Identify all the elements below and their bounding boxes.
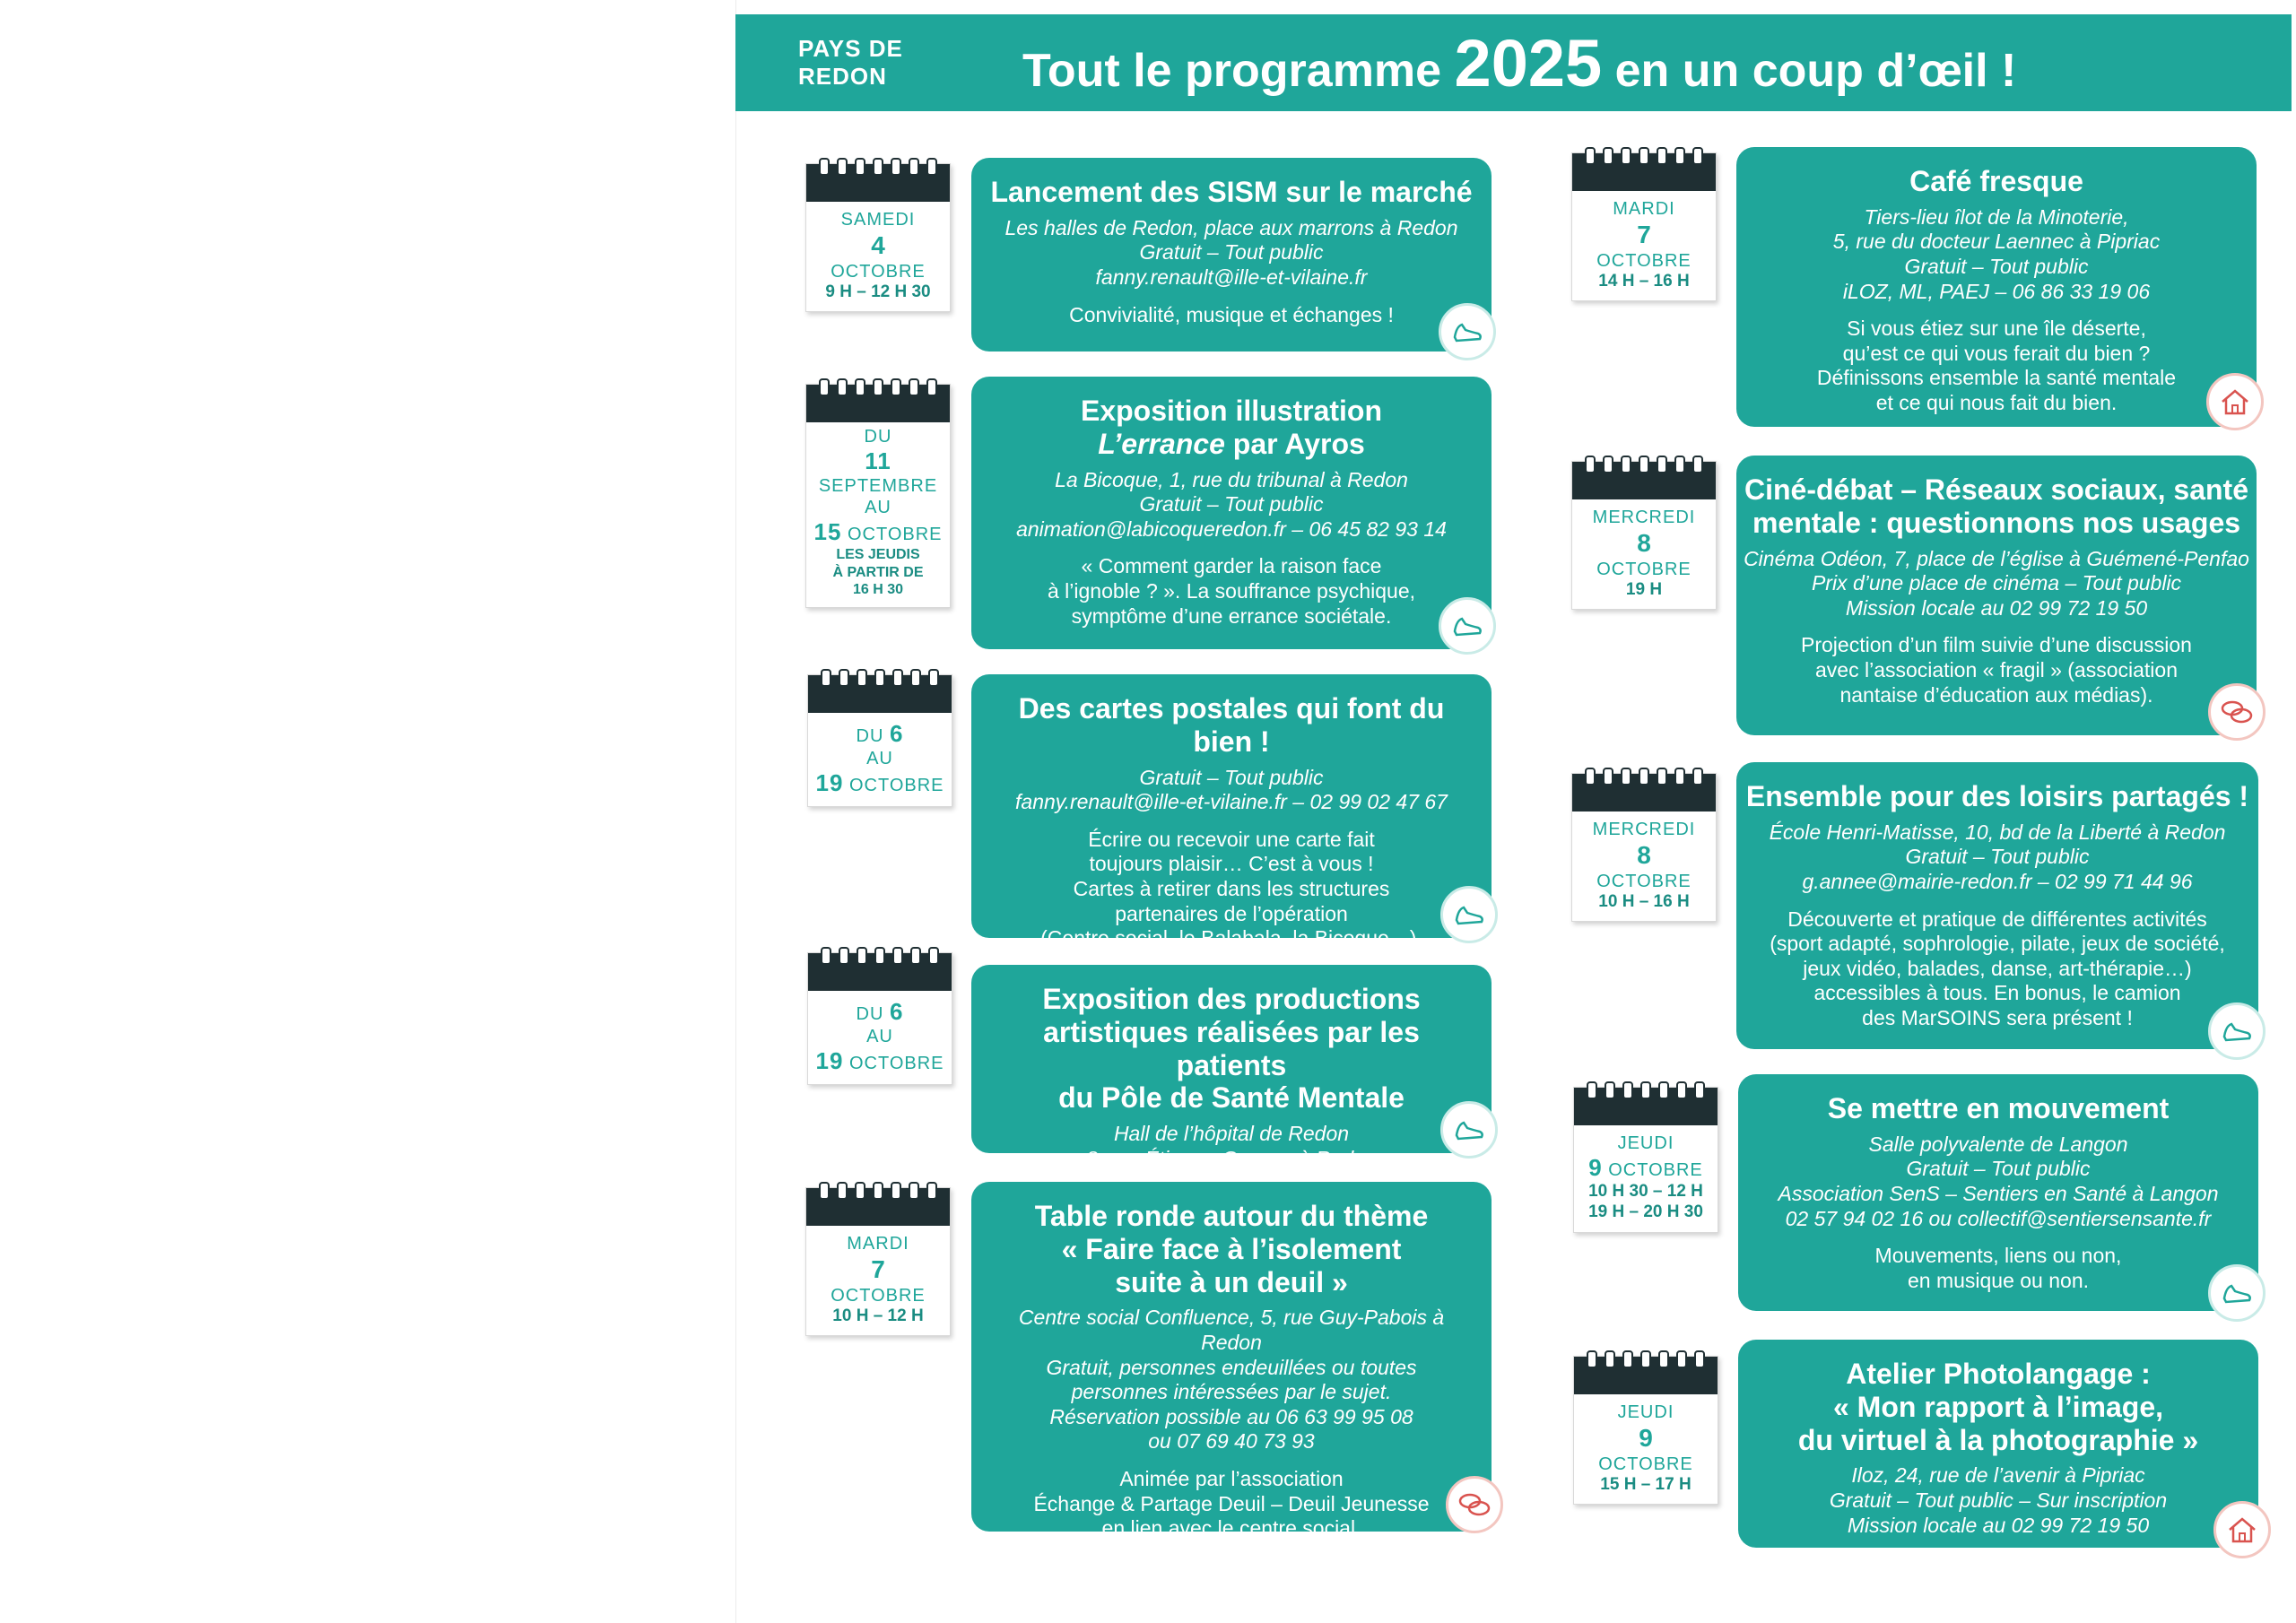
speech-bubbles-icon [1446, 1476, 1503, 1533]
sneaker-icon [1439, 597, 1496, 655]
date-number: 4 [871, 231, 885, 259]
event-card [1736, 147, 2257, 427]
event-title: Ciné-débat – Réseaux sociaux, santé mentale : questionnons nos usages [1744, 473, 2248, 539]
event-title: Exposition illustration L’errance par Ayros [1080, 395, 1382, 460]
date-month: OCTOBRE [831, 261, 926, 282]
calendar-rings [806, 385, 950, 422]
event-title: Se mettre en mouvement [1827, 1092, 2170, 1124]
calendar-rings [1572, 774, 1716, 812]
event-info: Les halles de Redon, place aux marrons à Redon Gratuit – Tout public fanny.renault@ille-et-vilaine.fr [1004, 215, 1458, 289]
event-info: Cinéma Odéon, 7, place de l’église à Guémené-Penfao Prix d’une place de cinéma – Tout public Mission locale au 02 99 72 19 50 [1744, 546, 2249, 620]
date-day: SAMEDI [840, 210, 916, 230]
calendar-badge: MERCREDI 8 OCTOBRE 10 H – 16 H [1571, 773, 1717, 922]
calendar-rings [806, 164, 950, 202]
event-card [971, 158, 1492, 352]
house-icon [2206, 373, 2264, 430]
sneaker-icon [2208, 1264, 2266, 1322]
event-info: Gratuit – Tout public fanny.renault@ille-et-vilaine.fr – 02 99 02 47 67 [1015, 765, 1448, 814]
event-card [1738, 1074, 2258, 1311]
calendar-rings [1572, 462, 1716, 499]
event-description: Écrire ou recevoir une carte fait toujours plaisir… C’est à vous ! Cartes à retirer dans les structures partenaires de l’opération (Centre social, le Balabala, la Bicoque…). [1040, 827, 1422, 950]
event-title: Lancement des SISM sur le marché [990, 176, 1473, 208]
event-info: Centre social Confluence, 5, rue Guy-Pabois à Redon Gratuit, personnes endeuillées ou toutes personnes intéressées par le sujet. Réservation possible au 06 63 99 95 08 ou 07 69 40 73 93 [1018, 1306, 1445, 1454]
event-description: Mouvements, liens ou non, en musique ou non. [1874, 1244, 2122, 1292]
event-info: Hall de l’hôpital de Redon 8, rue Étienne-Gascon à Redon [1086, 1122, 1377, 1170]
event-card [1736, 456, 2257, 735]
calendar-badge [805, 163, 951, 312]
event-card [1736, 762, 2258, 1049]
calendar-rings [1574, 1088, 1718, 1125]
event-info: École Henri-Matisse, 10, bd de la Liberté à Redon Gratuit – Tout public g.annee@mairie-redon.fr – 02 99 71 44 96 [1769, 820, 2226, 893]
header-banner [735, 14, 2292, 111]
event-description: Animée par l’association Échange & Partage Deuil – Deuil Jeunesse en lien avec le centre social. [1033, 1466, 1430, 1541]
event-card [1738, 1340, 2258, 1548]
sneaker-icon [1440, 886, 1498, 943]
calendar-badge: JEUDI 9 OCTOBRE 15 H – 17 H [1573, 1356, 1718, 1505]
event-info: La Bicoque, 1, rue du tribunal à Redon Gratuit – Tout public animation@labicoqueredon.fr – 06 45 82 93 14 [1016, 467, 1447, 541]
calendar-badge: DU 6 AU 19 OCTOBRE [807, 952, 952, 1085]
event-card [971, 1182, 1492, 1541]
event-info: Salle polyvalente de Langon Gratuit – Tout public Association SenS – Sentiers en Santé à Langon 02 57 94 02 16 ou collectif@sentiersensante.fr [1778, 1132, 2219, 1230]
speech-bubbles-icon [2208, 683, 2266, 741]
calendar-badge: MARDI 7 OCTOBRE 14 H – 16 H [1571, 152, 1717, 301]
sneaker-icon [2208, 1002, 2266, 1060]
event-description: « Comment garder la raison face à l’ignoble ? ». La souffrance psychique, symptôme d’une errance sociétale. [1047, 554, 1416, 628]
calendar-rings [1574, 1357, 1718, 1394]
event-info: Iloz, 24, rue de l’avenir à Pipriac Gratuit – Tout public – Sur inscription Mission locale au 02 99 72 19 50 [1829, 1463, 2168, 1537]
calendar-badge: DU 11 SEPTEMBRE AU 15 OCTOBRE LES JEUDIS À PARTIR DE 16 H 30 [805, 384, 951, 608]
event-title: Table ronde autour du thème « Faire face à l’isolement suite à un deuil » [1034, 1200, 1429, 1298]
calendar-rings [808, 953, 952, 991]
region-label: PAYS DE REDON [798, 35, 903, 90]
event-description: Convivialité, musique et échanges ! [1069, 302, 1394, 326]
calendar-badge: DU 6 AU 19 OCTOBRE [807, 674, 952, 807]
calendar-rings [1572, 153, 1716, 191]
calendar-rings [808, 675, 952, 713]
calendar-badge: MARDI 7 OCTOBRE 10 H – 12 H [805, 1187, 951, 1336]
house-icon [2213, 1501, 2271, 1558]
event-description: Si vous étiez sur une île déserte, qu’est ce qui vous ferait du bien ? Définissons ensemble la santé mentale et ce qui nous fait du bien. [1816, 317, 2177, 414]
calendar-rings [806, 1188, 950, 1226]
event-title: Café fresque [1909, 165, 2083, 197]
page-edge [735, 0, 736, 1623]
event-title: Atelier Photolangage : « Mon rapport à l’image, du virtuel à la photographie » [1797, 1358, 2199, 1456]
event-description: Projection d’un film suivie d’une discussion avec l’association « fragil » (association nantaise d’éducation aux médias). [1801, 633, 2192, 707]
event-description: Découverte et pratique de différentes activités (sport adapté, sophrologie, pilate, jeux de société, jeux vidéo, balades, danse, art-thérapie…) accessibles à tous. En bonus, le camion des MarSOINS sera présent ! [1770, 907, 2225, 1029]
event-card [971, 377, 1492, 649]
calendar-badge: JEUDI 9 OCTOBRE 10 H 30 – 12 H 19 H – 20 H 30 [1573, 1087, 1718, 1233]
date-time: 9 H – 12 H 30 [825, 282, 931, 301]
event-info: Tiers-lieu îlot de la Minoterie, 5, rue du docteur Laennec à Pipriac Gratuit – Tout public iLOZ, ML, PAEJ – 06 86 33 19 06 [1832, 204, 2161, 303]
page-title: Tout le programme 2025 en un coup d’œil ! [1022, 25, 2017, 100]
event-title: Exposition des productions artistiques réalisées par les patients du Pôle de Santé Mentale [1042, 983, 1421, 1115]
title-year: 2025 [1454, 25, 1603, 100]
sneaker-icon [1440, 1101, 1498, 1159]
event-card [971, 965, 1492, 1170]
event-card [971, 674, 1492, 950]
event-title: Des cartes postales qui font du bien ! [1018, 692, 1445, 758]
sneaker-icon [1439, 303, 1496, 360]
event-title: Ensemble pour des loisirs partagés ! [1745, 780, 2249, 812]
calendar-badge: MERCREDI 8 OCTOBRE 19 H [1571, 461, 1717, 610]
